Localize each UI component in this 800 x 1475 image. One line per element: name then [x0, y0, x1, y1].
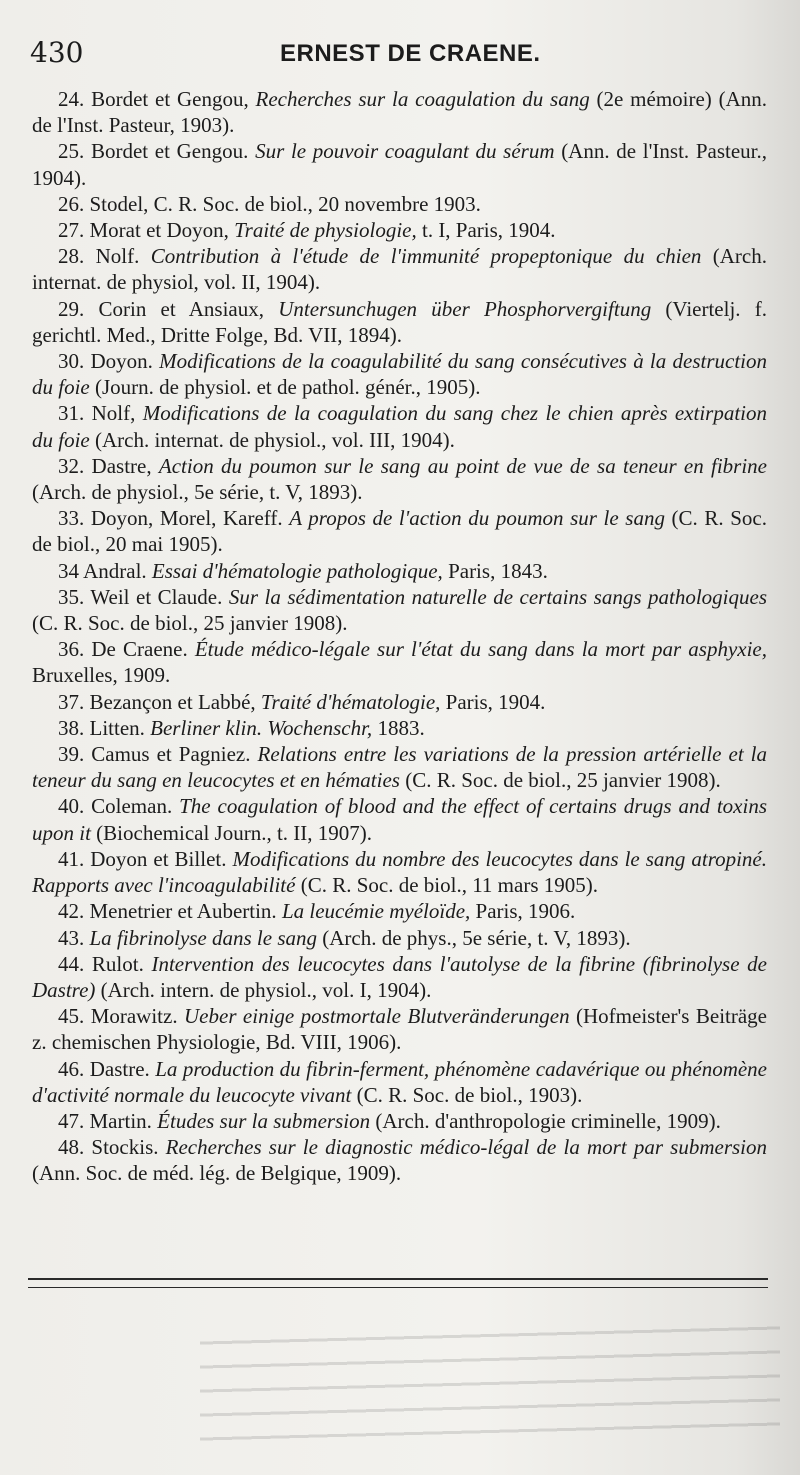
reference-title: Action du poumon sur le sang au point de vue de sa teneur en fibrine [158, 453, 768, 478]
reference-title: Berliner klin. Wochenschr, [150, 715, 373, 740]
reference-source: (Arch. d'anthropologie criminelle, 1909). [370, 1108, 721, 1133]
reference-author: Coleman. [91, 794, 180, 819]
reference-entry [32, 1003, 767, 1055]
reference-author: Camus et Pagniez. [91, 742, 258, 767]
reference-entry [32, 191, 767, 217]
reference-title: Modifications de la coagulation du sang chez le chien après extirpation du foie [32, 401, 768, 452]
reference-entry [32, 86, 767, 138]
reference-author: Bordet et Gengou. [90, 139, 256, 164]
reference-entry [32, 1134, 767, 1186]
reference-number: 36. [58, 637, 92, 662]
reference-title: A propos de l'action du poumon sur le sang [289, 506, 665, 531]
reference-author: Dastre, [91, 453, 159, 478]
reference-source: (Arch. internat. de physiol., vol. III, 1904). [89, 427, 455, 452]
reference-title: Contribution à l'étude de l'immunité propeptonique du chien [150, 244, 702, 269]
running-title: ERNEST DE CRAENE. [280, 40, 541, 67]
reference-author: Doyon et Billet. [90, 846, 233, 871]
reference-number: 41. [58, 846, 91, 871]
reference-number: 29. [58, 296, 99, 321]
reference-title: Étude médico-légale sur l'état du sang dans la mort par asphyxie, [194, 637, 768, 662]
reference-source: (C. R. Soc. de biol., 11 mars 1905). [295, 873, 598, 898]
reference-source: Paris, 1843. [442, 558, 548, 583]
reference-source: (C. R. Soc. de biol., 20 mai 1905). [32, 506, 767, 557]
reference-source: (2e mémoire) (Ann. de l'Inst. Pasteur, 1903). [32, 87, 768, 138]
page-number: 430 [30, 36, 84, 69]
reference-number: 30. [58, 349, 91, 374]
reference-source: (C. R. Soc. de biol., 25 janvier 1908). [32, 611, 348, 636]
reference-entry [32, 715, 767, 741]
reference-title: Essai d'hématologie pathologique, [151, 558, 443, 583]
reference-author: Morat et Doyon, [89, 218, 235, 243]
reference-author: Nolf, [91, 401, 143, 426]
reference-author: Martin. [89, 1108, 158, 1133]
reference-author: Nolf. [95, 244, 151, 269]
reference-source: (Ann. Soc. de méd. lég. de Belgique, 1909). [32, 1161, 402, 1186]
reference-source: (Arch. internat. de physiol, vol. II, 1904). [32, 244, 767, 295]
reference-source: Bruxelles, 1909. [32, 663, 171, 688]
reference-number: 35. [58, 584, 91, 609]
reference-number: 40. [58, 794, 92, 819]
reference-title: Études sur la submersion [157, 1108, 371, 1133]
reference-source: (Ann. de l'Inst. Pasteur., 1904). [32, 139, 768, 190]
reference-entry [32, 689, 767, 715]
reference-title: Intervention des leucocytes dans l'autolyse de la fibrine (fibrinolyse de Dastre) [32, 951, 767, 1002]
reference-entry [32, 584, 767, 636]
reference-number: 47. [58, 1108, 90, 1133]
reference-entry [32, 636, 767, 688]
reference-number: 46. [58, 1056, 90, 1081]
reference-number: 48. [58, 1135, 92, 1160]
reference-source: Paris, 1906. [470, 899, 576, 924]
reference-source: (Arch. intern. de physiol., vol. I, 1904). [95, 977, 432, 1002]
reference-author: Rulot. [91, 951, 152, 976]
page-header [30, 36, 770, 76]
reference-author: De Craene. [91, 637, 195, 662]
reference-source: (Hofmeister's Beiträge z. chemischen Physiologie, Bd. VIII, 1906). [32, 1004, 767, 1055]
reference-entry [32, 925, 767, 951]
reference-entry [32, 243, 767, 295]
reference-source: t. I, Paris, 1904. [416, 218, 556, 243]
reference-number: 43. [58, 925, 90, 950]
reference-title: Modifications de la coagulabilité du sang consécutives à la destruction du foie [32, 349, 767, 400]
reference-entry [32, 793, 767, 845]
reference-entry [32, 898, 767, 924]
reference-title: Traité d'hématologie, [260, 689, 441, 714]
reference-source: Paris, 1904. [440, 689, 546, 714]
reference-entry [32, 138, 767, 190]
reference-entry [32, 1056, 767, 1108]
reference-list [32, 86, 767, 1187]
reference-entry [32, 558, 767, 584]
reference-author: Corin et Ansiaux, [98, 296, 279, 321]
reference-source: (C. R. Soc. de biol., 25 janvier 1908). [399, 768, 721, 793]
reference-title: La production du fibrin-ferment, phénomène cadavérique ou phénomène d'activité normale du leucocyte vivant [32, 1056, 768, 1107]
reference-number: 38. [58, 715, 90, 740]
reference-entry [32, 1108, 767, 1134]
reference-entry [32, 453, 767, 505]
reference-title: Sur la sédimentation naturelle de certains sangs pathologiques [228, 584, 767, 609]
reference-number: 37. [58, 689, 90, 714]
reference-number: 24. [58, 87, 92, 111]
reference-entry [32, 296, 767, 348]
reference-author: Stockis. [91, 1135, 166, 1160]
reference-entry [32, 846, 767, 898]
section-rule [28, 1278, 768, 1280]
reference-title: Ueber einige postmortale Blutveränderungen [184, 1004, 570, 1029]
reference-author: Bezançon et Labbé, [89, 689, 261, 714]
reference-number: 27. [58, 218, 90, 243]
reference-title: La fibrinolyse dans le sang [89, 925, 318, 950]
reference-entry [32, 400, 767, 452]
reference-number: 33. [58, 506, 91, 531]
reference-entry [32, 505, 767, 557]
reference-source: (Arch. de physiol., 5e série, t. V, 1893). [32, 480, 363, 505]
section-rule-thin [28, 1287, 768, 1288]
reference-author: Litten. [89, 715, 151, 740]
reference-entry [32, 217, 767, 243]
reference-entry [32, 741, 767, 793]
reference-author: Menetrier et Aubertin. [89, 899, 282, 924]
reference-source: 1883. [372, 715, 425, 740]
reference-number: 28. [58, 244, 96, 269]
reference-title: The coagulation of blood and the effect of certains drugs and toxins upon it [32, 794, 767, 845]
reference-author: Andral. [83, 558, 152, 583]
reference-author: Morawitz. [90, 1004, 185, 1029]
reference-author: Stodel, C. R. Soc. de biol., 20 novembre 1903. [89, 191, 481, 216]
reference-title: Relations entre les variations de la pression artérielle et la teneur du sang en leucocytes et en hématies [32, 742, 768, 793]
reference-title: Traité de physiologie, [234, 218, 417, 243]
reference-number: 32. [58, 453, 92, 478]
reference-author: Doyon, Morel, Kareff. [90, 506, 290, 531]
reference-author: Dastre. [89, 1056, 156, 1081]
reference-title: Untersunchugen über Phosphorvergiftung [278, 296, 652, 321]
reference-source: (C. R. Soc. de biol., 1903). [351, 1082, 583, 1107]
reference-number: 31. [58, 401, 92, 426]
reference-source: (Biochemical Journ., t. II, 1907). [90, 820, 373, 845]
reference-source: (Arch. de phys., 5e série, t. V, 1893). [317, 925, 631, 950]
reference-title: La leucémie myéloïde, [281, 899, 471, 924]
reference-number: 45. [58, 1004, 91, 1029]
reference-source: (Viertelj. f. gerichtl. Med., Dritte Folge, Bd. VII, 1894). [32, 296, 768, 347]
reference-source: (Journ. de physiol. et de pathol. génér., 1905). [89, 375, 481, 400]
reference-author: Doyon. [90, 349, 160, 374]
reference-entry [32, 348, 767, 400]
reference-number: 42. [58, 899, 90, 924]
reference-number: 44. [58, 951, 92, 976]
reference-author: Bordet et Gengou, [91, 87, 256, 111]
bleed-through-text [200, 1312, 780, 1457]
reference-title: Recherches sur le diagnostic médico-légal de la mort par submersion [165, 1135, 767, 1160]
reference-number: 25. [58, 139, 91, 164]
reference-number: 26. [58, 191, 90, 216]
reference-number: 39. [58, 742, 92, 767]
reference-entry [32, 951, 767, 1003]
reference-author: Weil et Claude. [90, 584, 229, 609]
reference-number: 34 [58, 558, 84, 583]
reference-title: Modifications du nombre des leucocytes dans le sang atropiné. Rapports avec l'incoagulabilité [32, 846, 768, 898]
reference-title: Recherches sur la coagulation du sang [255, 87, 590, 111]
reference-title: Sur le pouvoir coagulant du sérum [255, 139, 555, 164]
